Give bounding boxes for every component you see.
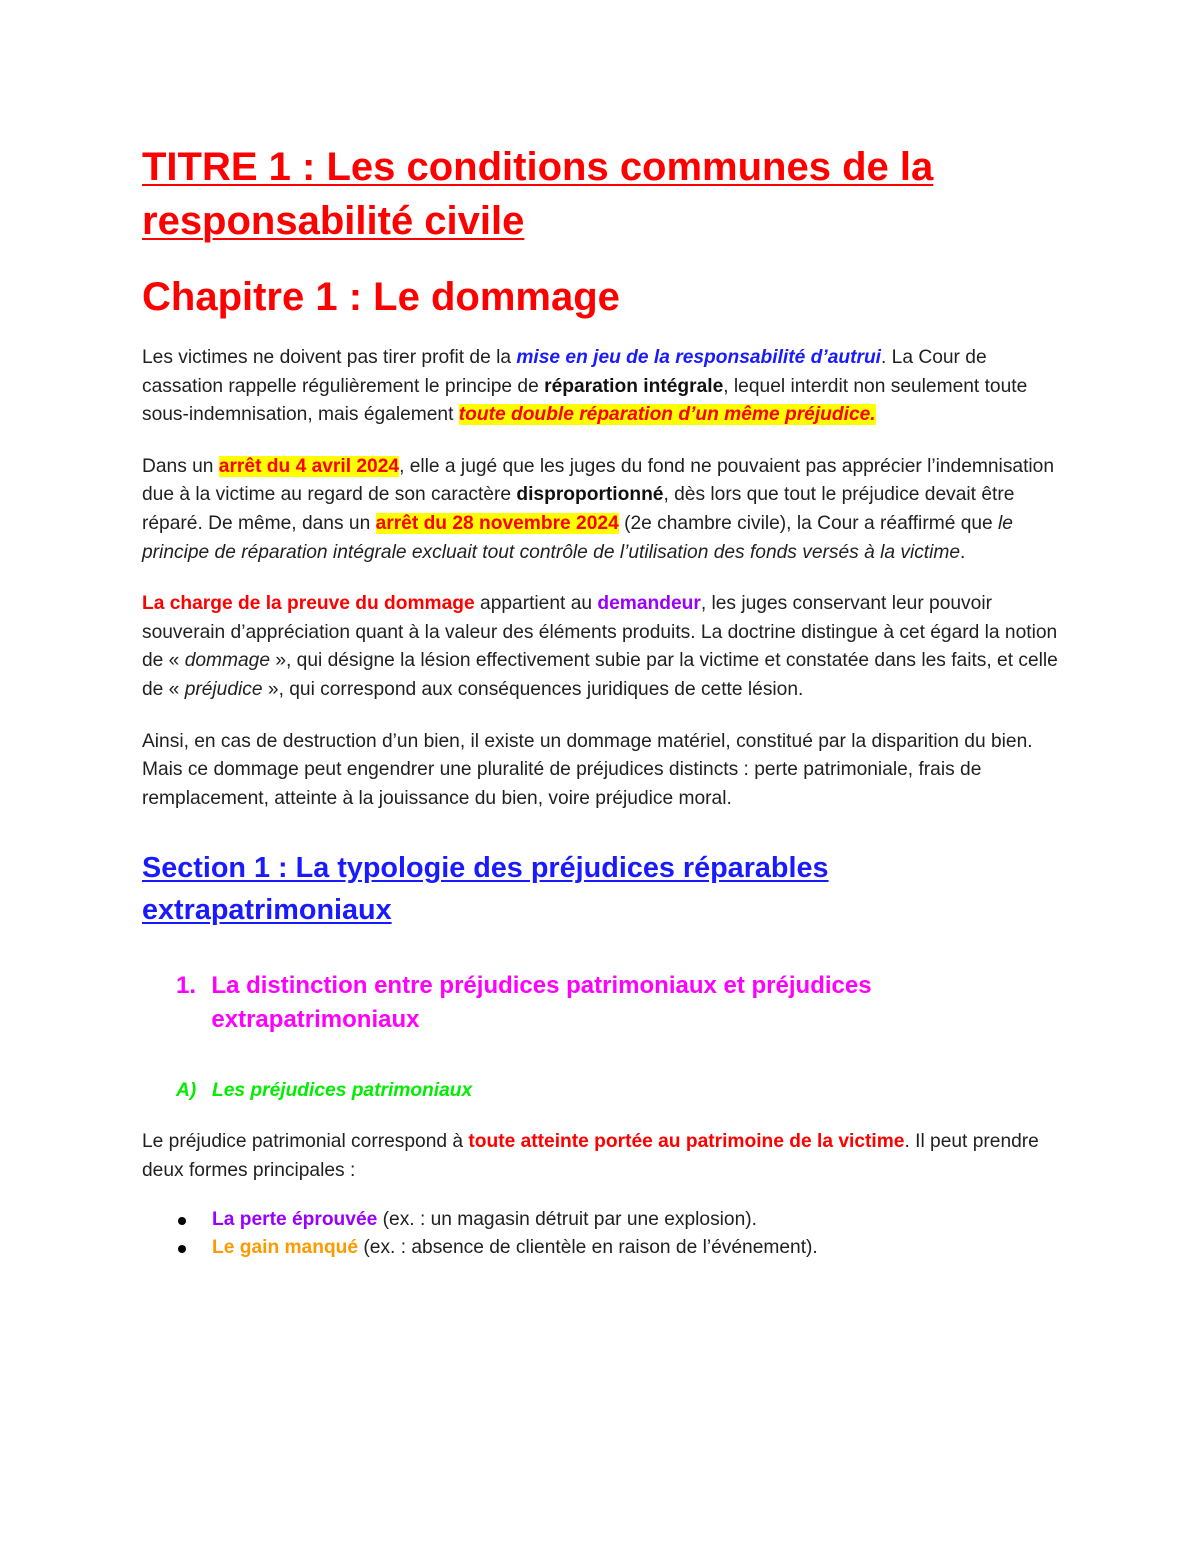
list-item xyxy=(142,1234,1072,1263)
p1-emphasis-reparation-integrale: réparation intégrale xyxy=(544,375,724,397)
paragraph-1 xyxy=(142,344,1072,430)
p3-text-3: », qui désigne la lésion effectivement subie par la victime et constatée dans les faits, et celle de « xyxy=(142,650,1058,700)
p2-text-3: , dès lors que tout le préjudice devait être réparé. De même, dans un xyxy=(142,484,1015,534)
bullet-2-text: (ex. : absence de clientèle en raison de l’événement). xyxy=(358,1237,818,1259)
p2-text-1: Dans un xyxy=(142,455,219,477)
p3-text-4: », qui correspond aux conséquences juridiques de cette lésion. xyxy=(262,678,804,700)
bullet-1-text: (ex. : un magasin détruit par une explosion). xyxy=(377,1208,757,1230)
subheading-a-text: Les préjudices patrimoniaux xyxy=(212,1080,473,1102)
p2-highlight-arret-28-novembre: arrêt du 28 novembre 2024 xyxy=(375,512,619,534)
p5-text-1: Le préjudice patrimonial correspond à xyxy=(142,1131,469,1153)
p2-italic-principe: le principe de réparation intégrale excluait tout contrôle de l’utilisation des fonds versés à la victime xyxy=(142,512,1013,563)
p1-text-3: , lequel interdit non seulement toute sous-indemnisation, mais également xyxy=(142,375,1028,426)
subheading-1-number: 1. xyxy=(176,972,197,1000)
subheading-1-text: La distinction entre préjudices patrimoniaux et préjudices extrapatrimoniaux xyxy=(211,972,872,1034)
p1-emphasis-responsabilite: mise en jeu de la responsabilité d’autrui xyxy=(516,347,882,368)
p2-text-2: , elle a jugé que les juges du fond ne pouvaient pas apprécier l’indemnisation due à la victime au regard de son caractère xyxy=(142,455,1055,506)
p1-text-1: Les victimes ne doivent pas tirer profit de la xyxy=(142,347,517,368)
subheading-1 xyxy=(142,969,1072,1037)
bullet-icon xyxy=(178,1217,186,1225)
p5-emphasis-atteinte: toute atteinte portée au patrimoine de la victime xyxy=(468,1131,905,1153)
paragraph-5 xyxy=(142,1128,1072,1185)
p3-text-1: appartient au xyxy=(474,593,598,615)
bullet-2-label: Le gain manqué xyxy=(212,1237,359,1259)
titre-heading xyxy=(142,140,1072,248)
chapitre-heading: Chapitre 1 : Le dommage xyxy=(142,275,620,319)
p3-emphasis-demandeur: demandeur xyxy=(597,593,701,615)
titre-line-2: responsabilité civile xyxy=(142,199,525,243)
list-item xyxy=(142,1206,1072,1235)
subheading-a-letter: A) xyxy=(176,1080,197,1102)
subheading-a xyxy=(142,1077,1072,1105)
document-content xyxy=(142,140,1072,1263)
p2-text-5: . xyxy=(960,541,966,563)
p2-highlight-arret-4-avril: arrêt du 4 avril 2024 xyxy=(218,455,400,477)
p3-text-2: , les juges conservant leur pouvoir souverain d’appréciation quant à la valeur des éléments produits. La doctrine distingue à cet égard la notion de « xyxy=(142,593,1058,672)
p3-italic-prejudice: préjudice xyxy=(184,678,263,700)
section-1-heading: Section 1 : La typologie des préjudices réparables extrapatrimoniaux xyxy=(142,852,829,927)
p3-italic-dommage: dommage xyxy=(184,650,271,672)
bullet-icon xyxy=(178,1245,186,1253)
p2-text-4: (2e chambre civile), la Cour a réaffirmé que xyxy=(618,512,999,534)
p1-highlight-double-reparation: toute double réparation d’un même préjudice. xyxy=(458,404,876,426)
titre-line-1: TITRE 1 : Les conditions communes de la xyxy=(142,145,934,189)
bullet-list xyxy=(142,1206,1072,1263)
paragraph-3 xyxy=(142,590,1072,704)
paragraph-4: Ainsi, en cas de destruction d’un bien, il existe un dommage matériel, constitué par la disparition du bien. Mais ce dommage peut engendrer une pluralité de préjudices distincts : perte patrimoniale, frais de remplacement, atteinte à la jouissance du bien, voire préjudice moral. xyxy=(142,730,1033,809)
p3-emphasis-charge-preuve: La charge de la preuve du dommage xyxy=(142,593,475,615)
p1-text-2: . La Cour de cassation rappelle régulièrement le principe de xyxy=(142,347,987,397)
paragraph-2 xyxy=(142,453,1072,567)
bullet-1-label: La perte éprouvée xyxy=(212,1208,378,1230)
p5-text-2: . Il peut prendre deux formes principales : xyxy=(142,1131,1039,1181)
p2-emphasis-disproportionne: disproportionné xyxy=(516,484,664,506)
